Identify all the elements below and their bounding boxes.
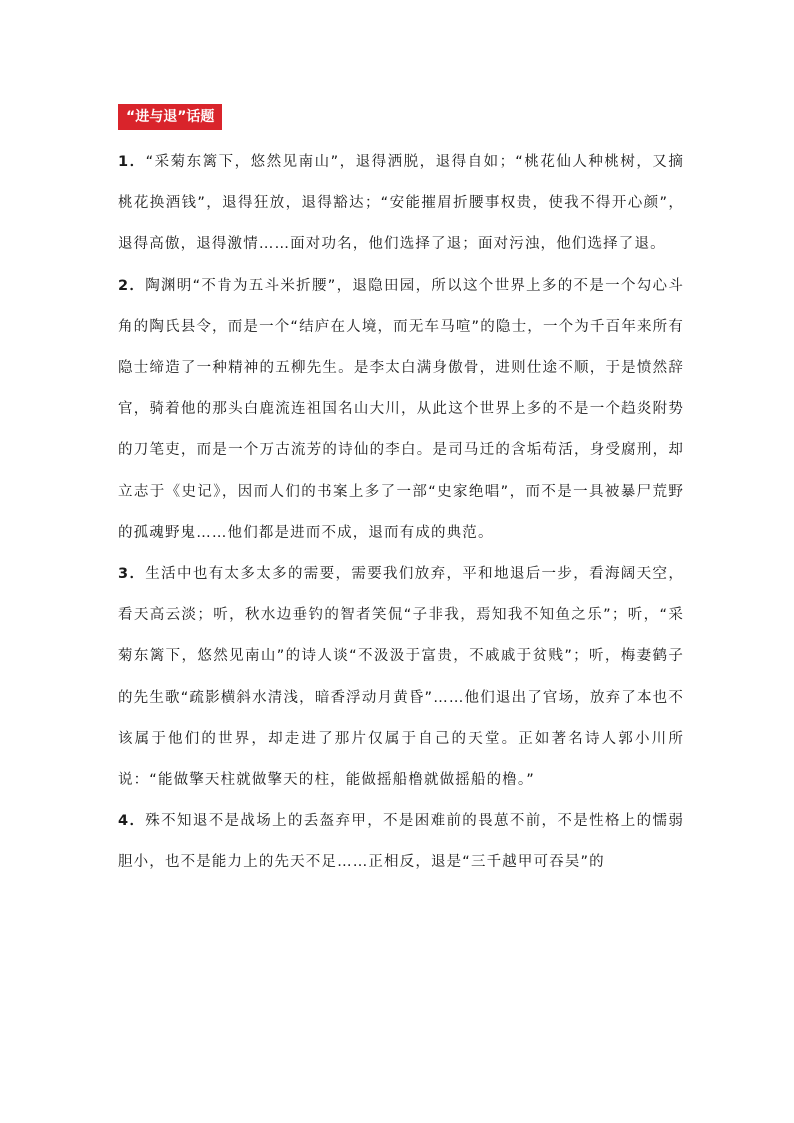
paragraph-number: 4． [118, 813, 146, 830]
paragraph-text: 陶渊明“不肯为五斗米折腰”，退隐田园，所以这个世界上多的不是一个勾心斗角的陶氏县令，而是一个“结庐在人境，而无车马喧”的隐士，一个为千百年来所有隐士缔造了一种精神的五柳先生。是李太白满身傲骨，进则仕途不顺，于是愤然辞官，骑着他的那头白鹿流连祖国名山大川，从此这个世界上多的不是一个趋炎附势的刀笔吏，而是一个万古流芳的诗仙的李白。是司马迁的含垢苟活，身受腐刑，却立志于《史记》，因而人们的书案上多了一部“史家绝唱”，而不是一具被暴尸荒野的孤魂野鬼……他们都是进而不成，退而有成的典范。 [118, 277, 684, 541]
paragraph-text: 生活中也有太多太多的需要，需要我们放弃，平和地退后一步，看海阔天空，看天高云淡；听，秋水边垂钓的智者笑侃“子非我，焉知我不知鱼之乐”；听，“采菊东篱下，悠然见南山”的诗人谈“不汲汲于富贵，不戚戚于贫贱”；听，梅妻鹤子的先生歌“疏影横斜水清浅，暗香浮动月黄昏”……他们退出了官场，放弃了本也不该属于他们的世界，却走进了那片仅属于自己的天堂。正如著名诗人郭小川所说：“能做擎天柱就做擎天的柱，能做摇船橹就做摇船的橹。” [118, 566, 684, 789]
paragraph-1 [118, 142, 684, 266]
paragraph-text: “采菊东篱下，悠然见南山”，退得洒脱，退得自如；“桃花仙人种桃树，又摘桃花换酒钱”，退得狂放，退得豁达；“安能摧眉折腰事权贵，使我不得开心颜”，退得高傲，退得激情……面对功名，他们选择了退；面对污浊，他们选择了退。 [118, 154, 684, 253]
paragraph-number: 1． [118, 154, 146, 170]
paragraph-2 [118, 266, 684, 554]
paragraph-3 [118, 554, 684, 801]
essay-body [118, 142, 684, 884]
paragraph-4 [118, 801, 684, 883]
paragraph-number: 2． [118, 277, 146, 294]
paragraph-number: 3． [118, 566, 146, 583]
paragraph-text: 殊不知退不是战场上的丢盔弃甲，不是困难前的畏葸不前，不是性格上的懦弱胆小，也不是能力上的先天不足……正相反，退是“三千越甲可吞吴”的 [118, 813, 684, 871]
topic-heading: “进与退”话题 [118, 104, 222, 130]
